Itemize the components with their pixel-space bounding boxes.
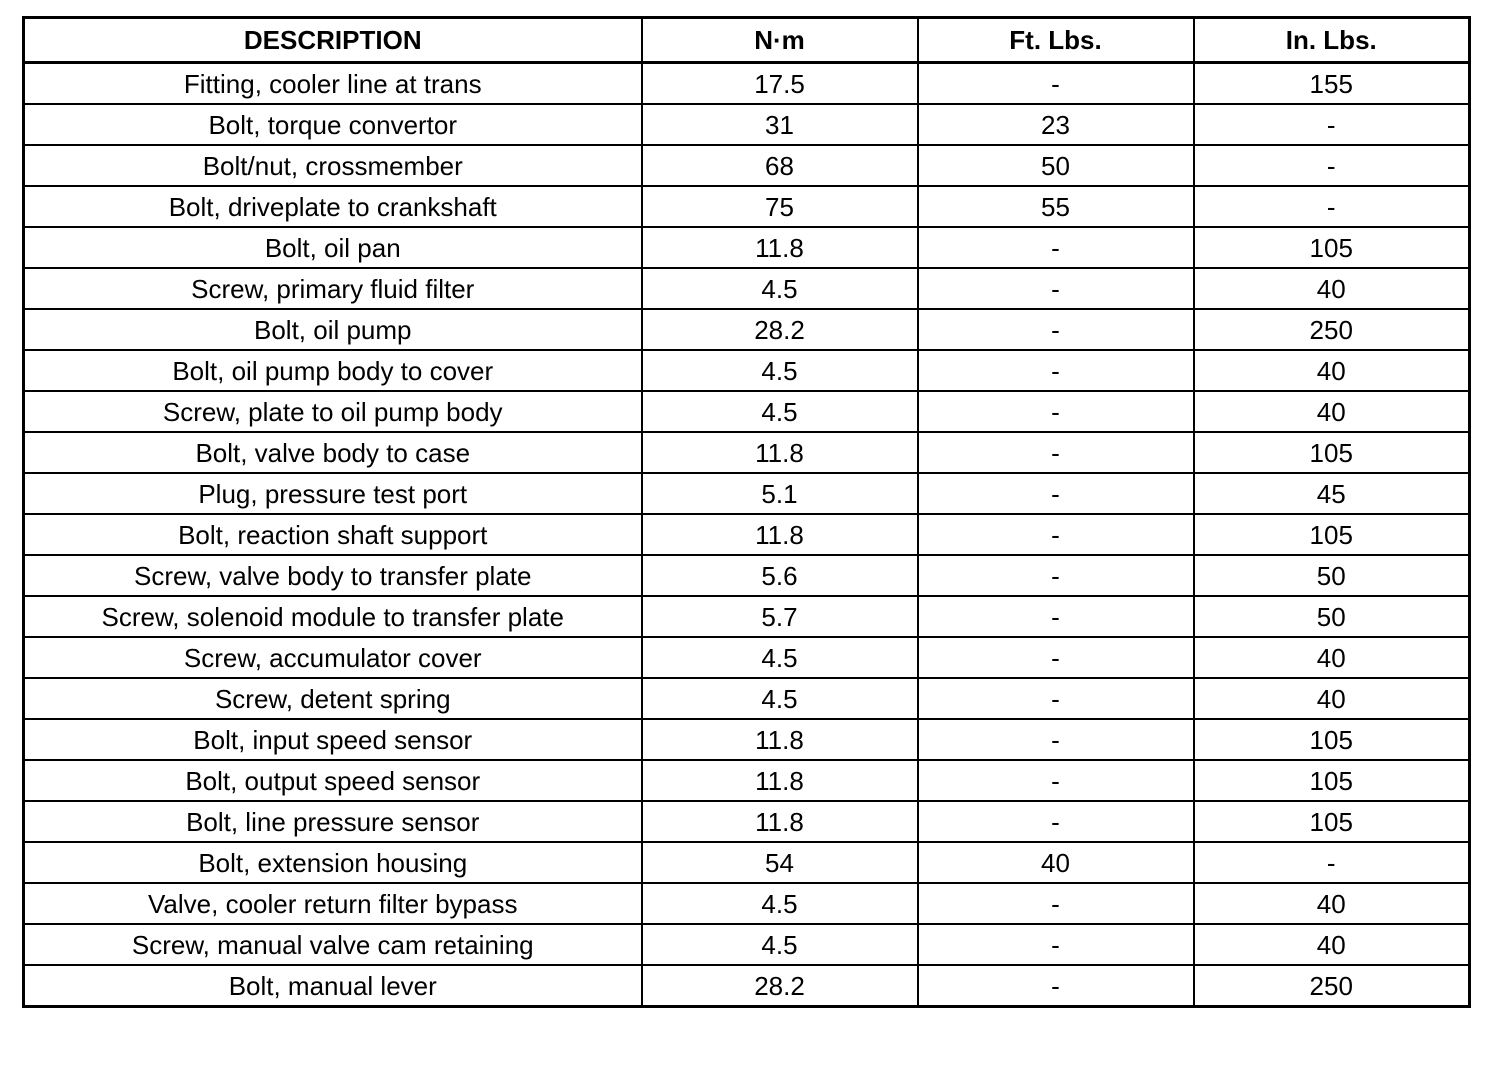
cell-ft-lbs: 40: [918, 842, 1194, 883]
cell-nm: 68: [642, 145, 918, 186]
cell-description: Bolt, output speed sensor: [24, 760, 642, 801]
cell-in-lbs: 105: [1194, 514, 1470, 555]
cell-ft-lbs: -: [918, 350, 1194, 391]
cell-ft-lbs: -: [918, 965, 1194, 1007]
table-row: [24, 145, 1470, 186]
cell-ft-lbs: -: [918, 719, 1194, 760]
cell-nm: 11.8: [642, 227, 918, 268]
cell-ft-lbs: -: [918, 268, 1194, 309]
cell-nm: 11.8: [642, 514, 918, 555]
cell-ft-lbs: -: [918, 596, 1194, 637]
cell-nm: 4.5: [642, 350, 918, 391]
table-row: [24, 309, 1470, 350]
cell-description: Plug, pressure test port: [24, 473, 642, 514]
cell-ft-lbs: 55: [918, 186, 1194, 227]
header-description: DESCRIPTION: [24, 18, 642, 63]
table-row: [24, 391, 1470, 432]
cell-nm: 75: [642, 186, 918, 227]
cell-ft-lbs: -: [918, 391, 1194, 432]
cell-in-lbs: 40: [1194, 678, 1470, 719]
cell-description: Bolt/nut, crossmember: [24, 145, 642, 186]
cell-in-lbs: 40: [1194, 391, 1470, 432]
cell-nm: 4.5: [642, 678, 918, 719]
cell-nm: 31: [642, 104, 918, 145]
cell-ft-lbs: -: [918, 637, 1194, 678]
table-row: [24, 514, 1470, 555]
cell-ft-lbs: 23: [918, 104, 1194, 145]
cell-ft-lbs: -: [918, 760, 1194, 801]
header-row: [24, 18, 1470, 63]
cell-ft-lbs: -: [918, 309, 1194, 350]
cell-nm: 28.2: [642, 965, 918, 1007]
table-row: [24, 63, 1470, 105]
cell-in-lbs: 40: [1194, 637, 1470, 678]
cell-in-lbs: 155: [1194, 63, 1470, 105]
cell-nm: 4.5: [642, 391, 918, 432]
cell-description: Bolt, reaction shaft support: [24, 514, 642, 555]
cell-description: Screw, solenoid module to transfer plate: [24, 596, 642, 637]
cell-in-lbs: -: [1194, 145, 1470, 186]
cell-in-lbs: 105: [1194, 760, 1470, 801]
cell-in-lbs: 105: [1194, 801, 1470, 842]
table-row: [24, 350, 1470, 391]
cell-in-lbs: 105: [1194, 719, 1470, 760]
cell-in-lbs: 105: [1194, 227, 1470, 268]
table-row: [24, 104, 1470, 145]
cell-description: Bolt, oil pump: [24, 309, 642, 350]
header-in-lbs: In. Lbs.: [1194, 18, 1470, 63]
cell-description: Screw, primary fluid filter: [24, 268, 642, 309]
cell-description: Bolt, valve body to case: [24, 432, 642, 473]
cell-in-lbs: -: [1194, 842, 1470, 883]
cell-nm: 28.2: [642, 309, 918, 350]
table-row: [24, 760, 1470, 801]
cell-description: Bolt, torque convertor: [24, 104, 642, 145]
cell-in-lbs: 105: [1194, 432, 1470, 473]
cell-in-lbs: -: [1194, 186, 1470, 227]
cell-in-lbs: -: [1194, 104, 1470, 145]
cell-ft-lbs: -: [918, 924, 1194, 965]
cell-description: Screw, manual valve cam retaining: [24, 924, 642, 965]
cell-nm: 4.5: [642, 268, 918, 309]
cell-ft-lbs: -: [918, 473, 1194, 514]
table-row: [24, 227, 1470, 268]
table-row: [24, 883, 1470, 924]
cell-nm: 5.1: [642, 473, 918, 514]
cell-ft-lbs: -: [918, 555, 1194, 596]
cell-in-lbs: 45: [1194, 473, 1470, 514]
cell-description: Screw, detent spring: [24, 678, 642, 719]
cell-nm: 54: [642, 842, 918, 883]
table-row: [24, 801, 1470, 842]
table-row: [24, 186, 1470, 227]
torque-spec-table: [22, 16, 1471, 1008]
cell-description: Screw, accumulator cover: [24, 637, 642, 678]
table-row: [24, 596, 1470, 637]
cell-ft-lbs: 50: [918, 145, 1194, 186]
table-row: [24, 678, 1470, 719]
cell-description: Bolt, input speed sensor: [24, 719, 642, 760]
table-row: [24, 719, 1470, 760]
cell-ft-lbs: -: [918, 883, 1194, 924]
table-row: [24, 473, 1470, 514]
cell-nm: 17.5: [642, 63, 918, 105]
table-row: [24, 268, 1470, 309]
cell-ft-lbs: -: [918, 678, 1194, 719]
header-nm: N·m: [642, 18, 918, 63]
cell-nm: 11.8: [642, 719, 918, 760]
table-row: [24, 924, 1470, 965]
cell-description: Bolt, line pressure sensor: [24, 801, 642, 842]
cell-description: Screw, valve body to transfer plate: [24, 555, 642, 596]
cell-description: Bolt, manual lever: [24, 965, 642, 1007]
table-row: [24, 432, 1470, 473]
cell-nm: 4.5: [642, 924, 918, 965]
table-row: [24, 555, 1470, 596]
cell-ft-lbs: -: [918, 432, 1194, 473]
cell-description: Bolt, oil pan: [24, 227, 642, 268]
table-row: [24, 965, 1470, 1007]
cell-description: Bolt, extension housing: [24, 842, 642, 883]
cell-in-lbs: 40: [1194, 924, 1470, 965]
cell-ft-lbs: -: [918, 63, 1194, 105]
cell-ft-lbs: -: [918, 227, 1194, 268]
cell-in-lbs: 50: [1194, 596, 1470, 637]
cell-in-lbs: 250: [1194, 309, 1470, 350]
cell-in-lbs: 50: [1194, 555, 1470, 596]
cell-in-lbs: 40: [1194, 883, 1470, 924]
cell-nm: 11.8: [642, 760, 918, 801]
cell-nm: 5.6: [642, 555, 918, 596]
header-ft-lbs: Ft. Lbs.: [918, 18, 1194, 63]
table-row: [24, 842, 1470, 883]
cell-nm: 11.8: [642, 432, 918, 473]
cell-description: Bolt, oil pump body to cover: [24, 350, 642, 391]
cell-description: Bolt, driveplate to crankshaft: [24, 186, 642, 227]
cell-nm: 4.5: [642, 883, 918, 924]
cell-in-lbs: 40: [1194, 268, 1470, 309]
cell-in-lbs: 250: [1194, 965, 1470, 1007]
cell-ft-lbs: -: [918, 801, 1194, 842]
table-row: [24, 637, 1470, 678]
cell-description: Screw, plate to oil pump body: [24, 391, 642, 432]
cell-nm: 5.7: [642, 596, 918, 637]
cell-description: Fitting, cooler line at trans: [24, 63, 642, 105]
cell-description: Valve, cooler return filter bypass: [24, 883, 642, 924]
cell-in-lbs: 40: [1194, 350, 1470, 391]
cell-nm: 4.5: [642, 637, 918, 678]
cell-nm: 11.8: [642, 801, 918, 842]
cell-ft-lbs: -: [918, 514, 1194, 555]
table-body: [24, 63, 1470, 1007]
